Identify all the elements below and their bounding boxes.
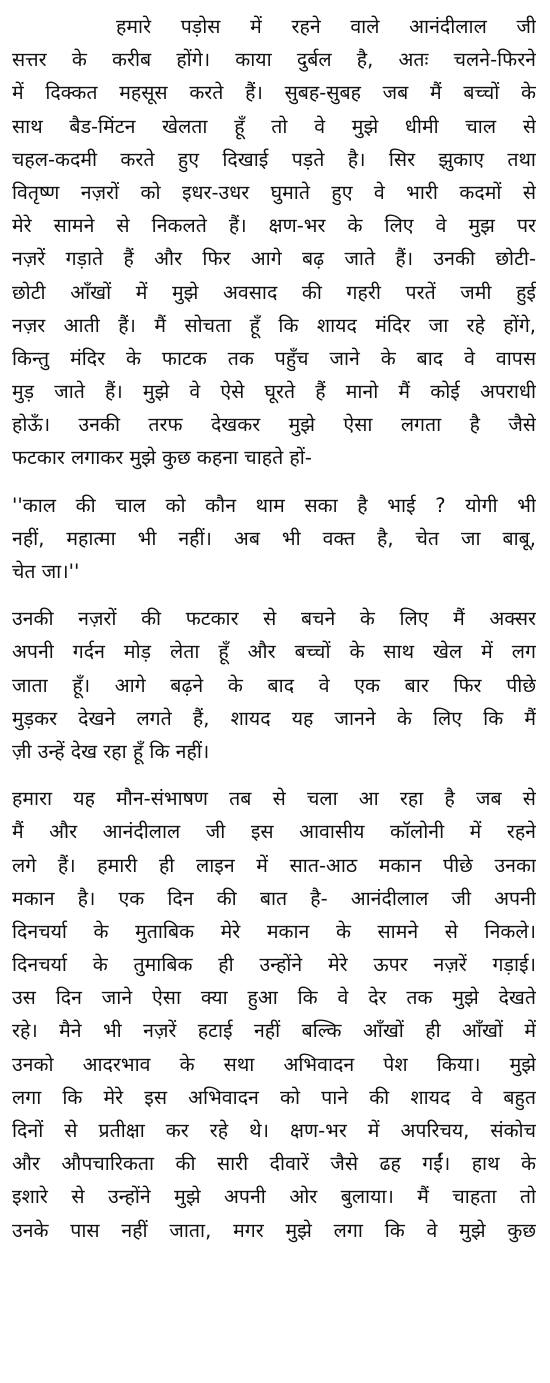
text-line: दिनचर्या के मुताबिक मेरे मकान के सामने से निकले। — [12, 919, 536, 943]
text-line: रहे। मैने भी नज़रें हटाई नहीं बल्कि आँखों ही आँखों में — [12, 1019, 536, 1043]
text-line: लगा कि मेरे इस अभिवादन को पाने की शायद वे बहुत — [12, 1085, 536, 1109]
paragraph-spacer — [12, 475, 536, 489]
text-line: उस दिन जाने ऐसा क्या हुआ कि वे देर तक मुझे देखते — [12, 986, 536, 1010]
text-line: ज़ी उन्हें देख रहा हूँ कि नहीं। — [12, 739, 210, 763]
text-line: लगे हैं। हमारी ही लाइन में सात-आठ मकान पीछे उनका — [12, 853, 536, 877]
text-line: जाता हूँ। आगे बढ़ने के बाद वे एक बार फिर पीछे — [12, 673, 536, 697]
text-line: उनकी नज़रों की फटकार से बचने के लिए मैं अक्सर — [12, 607, 536, 631]
text-line: मकान है। एक दिन की बात है- आनंदीलाल जी अपनी — [12, 886, 536, 910]
paragraph-3 — [12, 602, 536, 768]
text-line: हमारे पड़ोस में रहने वाले आनंदीलाल जी — [116, 15, 536, 38]
text-line: सत्तर के करीब होंगे। काया दुर्बल है, अतः चलने-फिरने — [12, 48, 536, 72]
text-line: मैं और आनंदीलाल जी इस आवासीय कॉलोनी में रहने — [12, 820, 536, 844]
paragraph-spacer — [12, 588, 536, 602]
text-line: मुड़ जाते हैं। मुझे वे ऐसे घूरते हैं मानो मैं कोई अपराधी — [12, 380, 536, 404]
text-line: नहीं, महात्मा भी नहीं। अब भी वक्त है, चेत जा बाबू, — [12, 526, 536, 550]
text-line: उनके पास नहीं जाता, मगर मुझे लगा कि वे मुझे कुछ — [12, 1218, 536, 1242]
text-line: हमारा यह मौन-संभाषण तब से चला आ रहा है जब से — [12, 787, 536, 811]
text-line: छोटी आँखों में मुझे अवसाद की गहरी परतें जमी हुई — [12, 280, 536, 304]
text-line: फटकार लगाकर मुझे कुछ कहना चाहते हों- — [12, 446, 312, 470]
text-line: चहल-कदमी करते हुए दिखाई पड़ते है। सिर झुकाए तथा — [12, 147, 536, 171]
text-line: वितृष्ण नज़रों को इधर-उधर घुमाते हुए वे भारी कदमों से — [12, 180, 536, 204]
text-line: चेत जा।'' — [12, 560, 80, 583]
text-line: दिनचर्या के तुमाबिक ही उन्होंने मेरे ऊपर नज़रें गड़ाई। — [12, 953, 536, 977]
text-line: होऊँ। उनकी तरफ देखकर मुझे ऐसा लगता है जैसे — [12, 413, 536, 437]
paragraph-spacer — [12, 768, 536, 782]
text-line: ''काल की चाल को कौन थाम सका है भाई ? योगी भी — [12, 493, 536, 517]
text-line: में दिक्कत महसूस करते हैं। सुबह-सुबह जब मैं बच्चों के — [12, 81, 536, 105]
paragraph-4 — [12, 782, 536, 1247]
text-line: नज़रें गड़ाते हैं और फिर आगे बढ़ जाते हैं। उनकी छोटी- — [12, 247, 536, 271]
text-line: किन्तु मंदिर के फाटक तक पहुँच जाने के बाद वे वापस — [12, 346, 536, 370]
text-line: दिनों से प्रतीक्षा कर रहे थे। क्षण-भर में अपरिचय, संकोच — [12, 1119, 536, 1142]
text-line: उनको आदरभाव के सथा अभिवादन पेश किया। मुझे — [12, 1052, 536, 1076]
text-line: साथ बैड-मिंटन खेलता हूँ तो वे मुझे धीमी चाल से — [12, 114, 536, 138]
text-line: नज़र आती हैं। मैं सोचता हूँ कि शायद मंदिर जा रहे होंगे, — [12, 313, 536, 337]
text-line: अपनी गर्दन मोड़ लेता हूँ और बच्चों के साथ खेल में लग — [12, 640, 536, 664]
text-line: मेरे सामने से निकलते हैं। क्षण-भर के लिए वे मुझ पर — [12, 214, 536, 238]
text-line: और औपचारिकता की सारी दीवारें जैसे ढह गईं। हाथ के — [12, 1152, 536, 1176]
text-line: मुड़कर देखने लगते हैं, शायद यह जानने के लिए कि मैं — [12, 706, 536, 730]
paragraph-1 — [12, 10, 536, 475]
text-line: इशारे से उन्होंने मुझे अपनी ओर बुलाया। मैं चाहता तो — [12, 1185, 536, 1209]
paragraph-2-quote — [12, 489, 536, 589]
